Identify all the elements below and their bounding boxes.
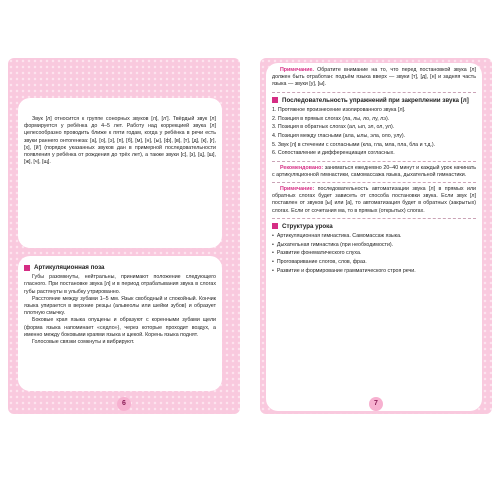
- note-label: Примечание:: [280, 185, 315, 192]
- articulation-methods-panel: [18, 256, 222, 391]
- square-bullet-icon: [272, 223, 278, 229]
- list-item: 4. Позиция между гласными (ала, ылы, эла, оло, улу).: [272, 132, 406, 139]
- note-text: последовательность автоматизации звука [л] в прямых или обратных слогах будет зависеть от способа постановки звука. Если звук [л] поставлен от звуков [ы] или [а], то автоматизация будет в обратных (закрытых) слогах. Если от сочетания ма, то в прямых (открытых) слогах.: [272, 185, 476, 214]
- list-item: • Артикуляционная гимнастика. Самомассаж языка.: [272, 233, 476, 240]
- divider: [272, 92, 476, 93]
- list-item: • Дыхательная гимнастика (при необходимости).: [272, 242, 476, 249]
- structure-header-text: Структура урока: [282, 222, 333, 230]
- recommendation-text: заниматься ежедневно 20–40 минут и каждый урок начинать с артикуляционной гимнастики, самомассажа языка, дыхательной гимнастики.: [272, 164, 476, 178]
- right-panel: [266, 63, 482, 411]
- left-page: [8, 58, 240, 414]
- intro-panel: [18, 98, 222, 248]
- articulation-paragraph: Голосовые связки сомкнуты и вибрируют.: [32, 339, 135, 346]
- divider: [272, 161, 476, 162]
- articulation-paragraph: Расстояние между зубами 1–5 мм. Язык свободный и спокойный. Кончик языка упирается в верхние резцы (альвеолы или шейки зубов) и образует плотную смычку.: [24, 295, 216, 317]
- right-page: [260, 58, 492, 414]
- page-number: 6: [117, 397, 131, 411]
- square-bullet-icon: [272, 97, 278, 103]
- articulation-header: [24, 264, 216, 271]
- note-paragraph: [272, 67, 476, 89]
- divider: [272, 218, 476, 219]
- exercises-list: [272, 107, 476, 158]
- intro-paragraph: Звук [л] относится к группе сонорных звуков [л], [л']. Твёрдый звук [л] формируется у ребёнка до 4–5 лет. Работу над коррекцией звука [л] целесообразно проводить ближе к пяти годам, когда у ребёнка в речи есть звуки раннего онтогенеза: [а], [о], [э], [п], [б], [м], [н], [ы], [ф], [в], [т], [д], [к], [г], [х], [й'] (порядок указанных звуков дан в примерной последовательности появления у ребёнка от рождения до трёх лет), а также звуки [с], [з], [ц], [ш], [ж], [ч], [щ].: [24, 116, 216, 166]
- note-label: Примечание.: [280, 67, 314, 73]
- exercises-header: [272, 97, 476, 104]
- articulation-paragraph: Боковые края языка опущены и образуют с коренными зубами щели (форма языка напоминает «седло»), через которые проходит воздух, а именно между боковыми краями языка и щекой. Корень языка поднят.: [24, 317, 216, 338]
- recommendation-label: Рекомендовано:: [280, 164, 324, 171]
- list-item: 6. Сопоставление и дифференциация согласных.: [272, 150, 395, 157]
- list-item: • Развитие и формирование грамматического строя речи.: [272, 268, 476, 275]
- list-item: 2. Позиция в прямых слогах (ла, лы, ло, лу, лэ).: [272, 115, 390, 122]
- list-item: 5. Звук [л] в стечении с согласными (кла, гла, мла, пла, бла и т.д.).: [272, 141, 436, 148]
- exercises-header-text: Последовательность упражнений при закреплении звука [л]: [282, 96, 469, 104]
- structure-list: [272, 233, 476, 275]
- articulation-header-text: Артикуляционная поза: [34, 264, 105, 271]
- page-number: 7: [369, 397, 383, 411]
- structure-header: [272, 223, 476, 230]
- note-text: Обратите внимание на то, что перед постановкой звука [л] должен быть отработан: подъём языка вверх — звуки [т], [д], [н] и задняя часть языка — звуки [у], [ы].: [272, 67, 476, 88]
- list-item: • Развитие фонематического слуха.: [272, 250, 476, 257]
- list-item: • Проговаривание слогов, слов, фраз.: [272, 259, 476, 266]
- list-item: 1. Протяжное произнесение изолированного звука [л].: [272, 106, 406, 113]
- divider: [272, 182, 476, 183]
- list-item: 3. Позиция в обратных слогах (ал, ыл, эл, ол, ул).: [272, 124, 395, 131]
- note-paragraph: [272, 186, 476, 215]
- articulation-paragraph: Губы разомкнуты, нейтральны, принимают положение следующего гласного. При постановке звука [л] и в период отрабатывания звука в слогах губы растянуты в улыбку утрированно.: [24, 274, 216, 295]
- square-bullet-icon: [24, 265, 30, 271]
- recommendation-paragraph: [272, 165, 476, 179]
